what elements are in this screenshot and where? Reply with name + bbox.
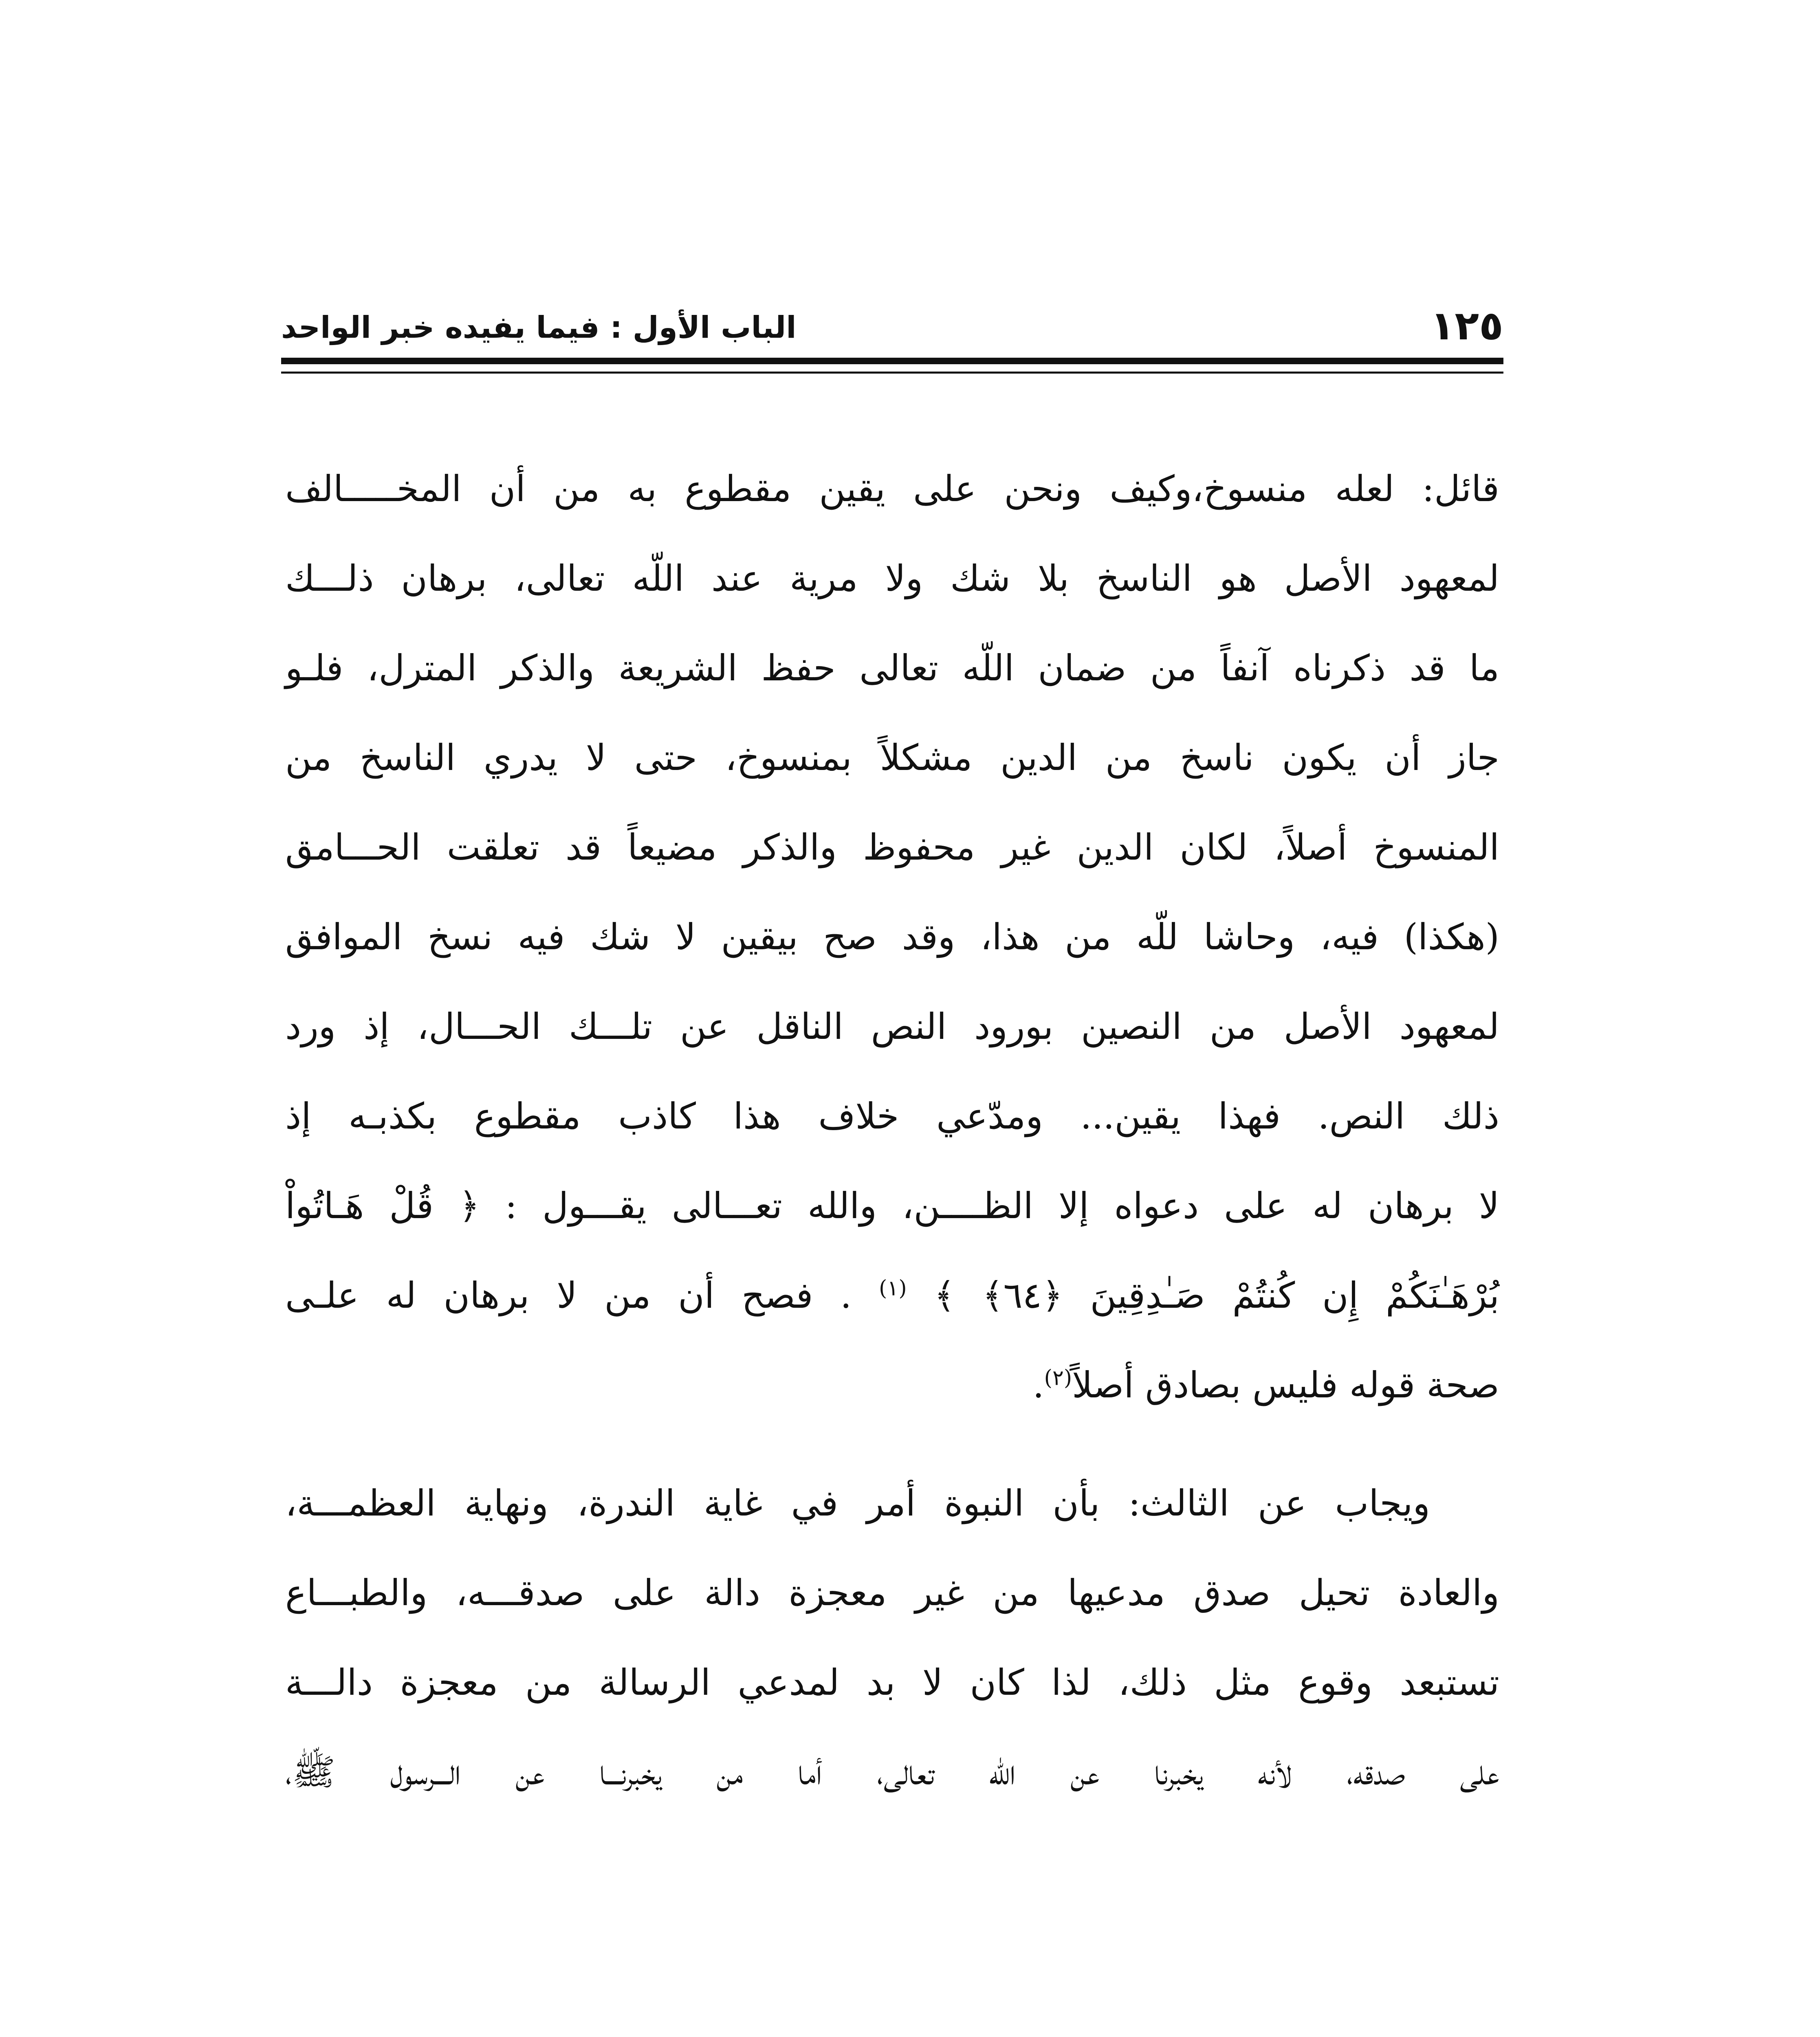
text-line: ذلك النص. فهذا يقين... ومدّعي خلاف هذا كاذب مقطوع بكذبـه إذ <box>285 1095 1499 1137</box>
page-header <box>281 301 1503 354</box>
text-segment: . <box>1032 1364 1044 1406</box>
text-line-paragraph-start: ويجاب عن الثالث: بأن النبوة أمر في غاية الندرة، ونهاية العظمـــة، <box>285 1482 1430 1524</box>
running-title: الباب الأول : فيما يفيده خبر الواحد <box>281 310 797 345</box>
text-line: والعادة تحيل صدق مدعيها من غير معجزة دالة على صدقـــه، والطبـــاع <box>285 1572 1499 1614</box>
text-line: ما قد ذكرناه آنفاً من ضمان اللّه تعالى حفظ الشريعة والذكر المترل، فلـو <box>285 647 1499 689</box>
text-line: لا برهان له على دعواه إلا الظــــن، والله تعـــالى يقـــول : ﴿ قُلْ هَـاتُواْ <box>285 1185 1499 1227</box>
text-line: على صدقه، لأنه يخبرنا عن اللّه تعالى، أما من يخبرنـــا عن الـــرسول ﷺ، <box>285 1751 1499 1793</box>
text-line: لمعهود الأصل هو الناسخ بلا شك ولا مرية عند اللّه تعالى، برهان ذلـــك <box>285 557 1499 599</box>
text-line: تستبعد وقوع مثل ذلك، لذا كان لا بد لمدعي الرسالة من معجزة دالـــة <box>285 1661 1499 1703</box>
page-number: ١٢٥ <box>1430 303 1503 349</box>
text-line: المنسوخ أصلاً، لكان الدين غير محفوظ والذكر مضيعاً قد تعلقت الحـــامق <box>285 826 1499 868</box>
text-line: جاز أن يكون ناسخ من الدين مشكلاً بمنسوخ، حتى لا يدري الناسخ من <box>285 737 1499 779</box>
text-line: قائل: لعله منسوخ،وكيف ونحن على يقين مقطوع به من أن المخـــــالف <box>285 468 1499 510</box>
text-segment: . فصح أن من لا برهان له علـى <box>285 1274 852 1316</box>
quran-verse: بُرْهَـٰنَكُمْ إِن كُنتُمْ صَـٰدِقِينَ ﴿٦٤﴾ ﴾ <box>934 1274 1499 1316</box>
footnote-ref: (١) <box>879 1276 907 1301</box>
header-rule-thick <box>281 358 1503 364</box>
text-line-quran-verse <box>285 1251 1499 1340</box>
text-segment: صحة قوله فليس بصادق أصلاً <box>1072 1364 1499 1406</box>
text-line: لمعهود الأصل من النصين بورود النص الناقل عن تلـــك الحـــال، إذ ورد <box>285 1005 1499 1047</box>
footnote-ref: (٢) <box>1044 1366 1072 1390</box>
header-rule-thin <box>281 372 1503 374</box>
text-line: (هكذا) فيه، وحاشا للّه من هذا، وقد صح بيقين لا شك فيه نسخ الموافق <box>285 916 1499 958</box>
text-line-paragraph-end <box>285 1340 1499 1430</box>
